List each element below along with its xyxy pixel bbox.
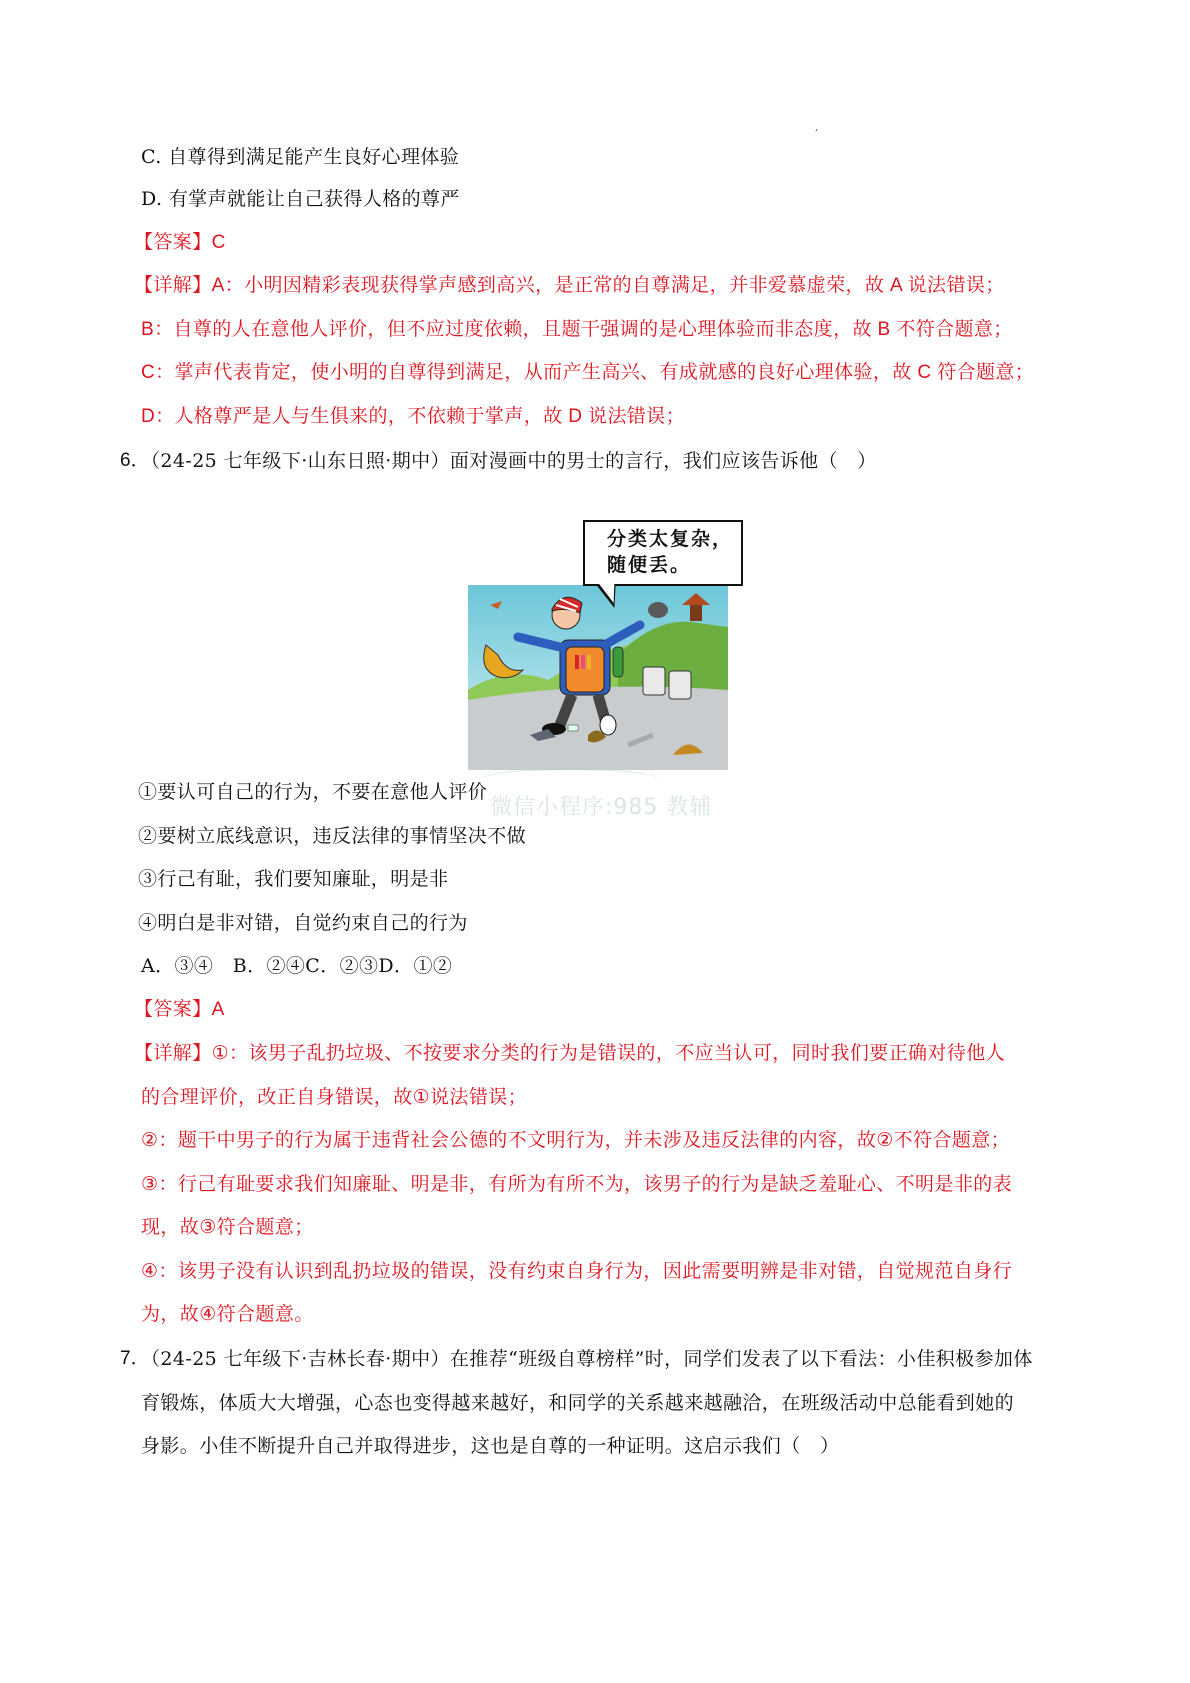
watermark-book-icon [480,768,660,792]
speech-line-2: 随便丢。 [607,554,692,576]
page-mark: , [815,122,819,133]
q7-number: 7． [120,1348,150,1369]
q6-options: A．③④ B．②④C．②③D．①② [141,955,453,977]
q5-option-c: C. 自尊得到满足能产生良好心理体验 [141,146,460,168]
q6-explanation-line: ④：该男子没有认识到乱扔垃圾的错误，没有约束自身行为，因此需要明辨是非对错，自觉规范自身行 [141,1261,1013,1282]
q6-explanation-line: ②：题干中男子的行为属于违背社会公德的不文明行为，并未涉及违反法律的内容，故②不符合题意； [141,1130,1011,1151]
q6-answer: 【答案】A [134,999,225,1020]
q6-stem: （24-25 七年级下·山东日照·期中）面对漫画中的男士的言行，我们应该告诉他（ ） [141,450,877,472]
speech-bubble [583,520,743,586]
q6-statement: ①要认可自己的行为，不要在意他人评价 [138,781,488,803]
q7-stem-line: （24-25 七年级下·吉林长春·期中）在推荐“班级自尊榜样”时，同学们发表了以下看法：小佳积极参加体 [141,1348,1033,1370]
q5-explanation-line: 【详解】A：小明因精彩表现获得掌声感到高兴，是正常的自尊满足，并非爱慕虚荣，故 A 说法错误； [134,275,1005,296]
q6-explanation-line: 【详解】①：该男子乱扔垃圾、不按要求分类的行为是错误的，不应当认可，同时我们要正确对待他人 [134,1043,1006,1064]
q5-explanation-line: B：自尊的人在意他人评价，但不应过度依赖，且题干强调的是心理体验而非态度，故 B 不符合题意； [141,319,1013,340]
q5-explanation-line: C：掌声代表肯定，使小明的自尊得到满足，从而产生高兴、有成就感的良好心理体验，故 C 符合题意； [141,362,1035,383]
watermark: 微信小程序:985 教辅 [490,795,713,820]
q6-explanation-line: 的合理评价，改正自身错误，故①说法错误； [141,1087,528,1108]
q7-stem-line: 身影。小佳不断提升自己并取得进步，这也是自尊的一种证明。这启示我们（ ） [141,1435,840,1457]
q7-stem-line: 育锻炼，体质大大增强，心态也变得越来越好，和同学的关系越来越融洽，在班级活动中总能看到她的 [141,1392,1015,1414]
q5-option-d: D. 有掌声就能让自己获得人格的尊严 [141,188,460,210]
q6-statement: ③行己有耻，我们要知廉耻，明是非 [138,868,449,890]
q5-answer: 【答案】C [134,232,226,253]
littering-cartoon-image [468,585,728,770]
q6-statement: ④明白是非对错，自觉约束自己的行为 [138,912,468,934]
q6-explanation-line: 为，故④符合题意。 [141,1304,314,1325]
speech-line-1: 分类太复杂， [607,528,734,550]
q6-number: 6． [120,450,150,471]
q5-explanation-line: D：人格尊严是人与生俱来的，不依赖于掌声，故 D 说法错误； [141,406,686,427]
q6-statement: ②要树立底线意识，违反法律的事情坚决不做 [138,825,527,847]
q6-explanation-line: 现，故③符合题意； [141,1217,314,1238]
q6-explanation-line: ③：行己有耻要求我们知廉耻、明是非，有所为有所不为，该男子的行为是缺乏羞耻心、不明是非的表 [141,1174,1013,1195]
